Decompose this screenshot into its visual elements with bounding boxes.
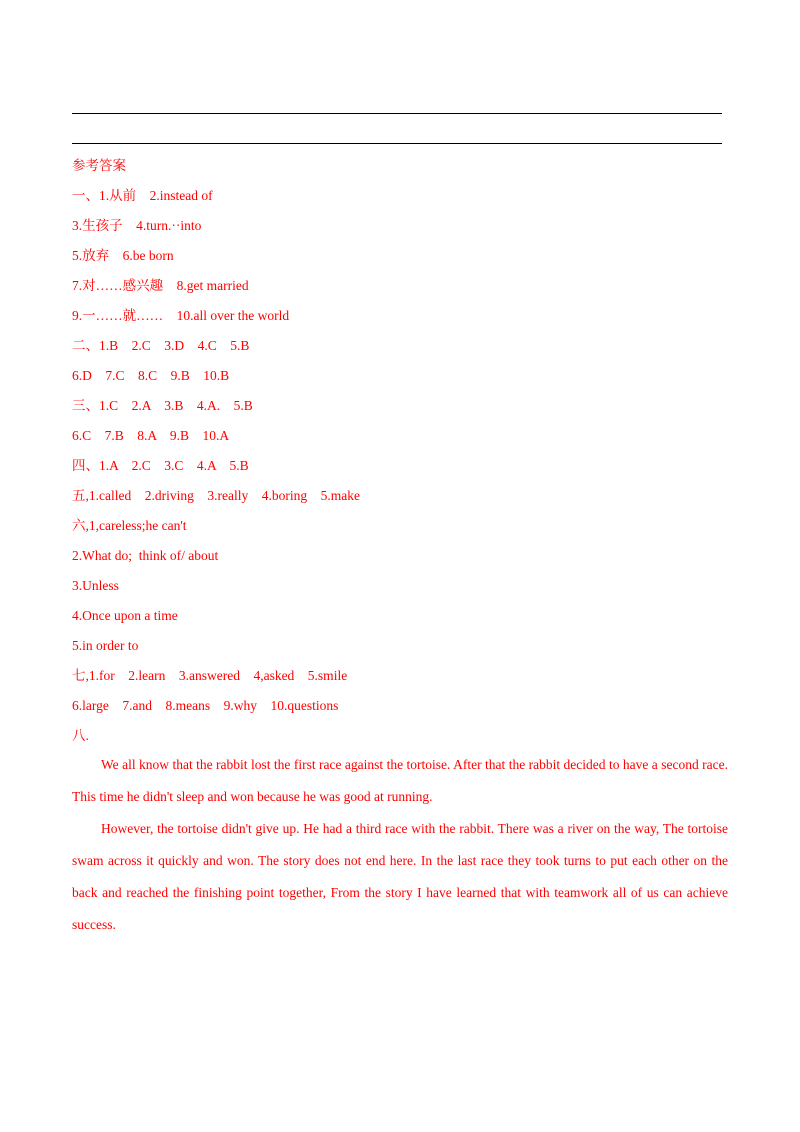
answer-line: 2.What do; think of/ about bbox=[72, 548, 219, 563]
answer-line: 9.一……就…… 10.all over the world bbox=[72, 308, 290, 323]
answer-line: 5.in order to bbox=[72, 638, 139, 653]
answer-line: 6.D 7.C 8.C 9.B 10.B bbox=[72, 368, 230, 383]
model-essay bbox=[72, 749, 728, 941]
answer-line: 3.生孩子 4.turn.··into bbox=[72, 218, 202, 233]
answer-line: 四、1.A 2.C 3.C 4.A 5.B bbox=[72, 458, 249, 473]
blank-answer-line-1 bbox=[72, 113, 722, 114]
essay-paragraph: However, the tortoise didn't give up. He had a third race with the rabbit. There was a river on the way, The tortoise swam across it quickly and won. The story does not end here. In the last race they took turns to put each other on the back and reached the finishing point together, From the story I have learned that with teamwork all of us can achieve success. bbox=[72, 821, 728, 932]
answer-line: 六,1,careless;he can't bbox=[72, 518, 187, 533]
answer-line: 五,1.called 2.driving 3.really 4.boring 5.make bbox=[72, 488, 360, 503]
answer-line: 八. bbox=[72, 728, 89, 743]
answer-line: 二、1.B 2.C 3.D 4.C 5.B bbox=[72, 338, 250, 353]
answer-line: 4.Once upon a time bbox=[72, 608, 178, 623]
answer-heading: 参考答案 bbox=[72, 158, 126, 173]
answer-line: 3.Unless bbox=[72, 578, 119, 593]
essay-paragraph: We all know that the rabbit lost the first race against the tortoise. After that the rabbit decided to have a second race. This time he didn't sleep and won because he was good at running. bbox=[72, 757, 728, 804]
answer-line: 6.C 7.B 8.A 9.B 10.A bbox=[72, 428, 230, 443]
answer-line: 七,1.for 2.learn 3.answered 4,asked 5.smile bbox=[72, 668, 348, 683]
answer-line: 5.放弃 6.be born bbox=[72, 248, 174, 263]
answer-key bbox=[72, 155, 732, 755]
answer-line: 三、1.C 2.A 3.B 4.A. 5.B bbox=[72, 398, 253, 413]
answer-line: 7.对……感兴趣 8.get married bbox=[72, 278, 249, 293]
answer-line: 6.large 7.and 8.means 9.why 10.questions bbox=[72, 698, 339, 713]
blank-answer-line-2 bbox=[72, 143, 722, 144]
answer-line: 一、1.从前 2.instead of bbox=[72, 188, 213, 203]
